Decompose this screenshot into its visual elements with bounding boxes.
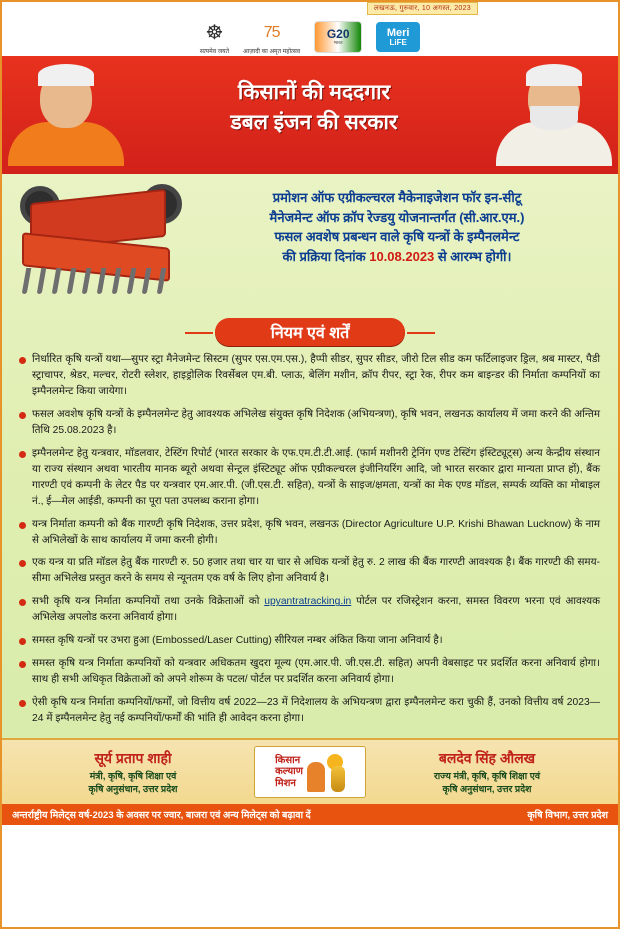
list-item: समस्त कृषि यन्त्र निर्माता कम्पनियों को यन्त्रवार अधिकतम खुदरा मूल्य (एम.आर.पी. जी.एस.टी. सहित) अपनी वेबसाइट पर प्रदर्शित करना अनिवार्य होगा। साथ ही सभी अधिकृत विक्रेताओं को अपने शोरूम के पटल/ पोर्टल पर प्रदर्शित करना अनिवार्य होगा। bbox=[16, 656, 602, 695]
minister-right-name: बलदेव सिंह औलख bbox=[438, 749, 536, 766]
bottom-strip bbox=[2, 804, 618, 825]
wheat-icon bbox=[331, 766, 345, 792]
newspaper-date-ribbon: लखनऊ, गुरुवार, 10 अगस्त, 2023 bbox=[367, 2, 478, 15]
azadi-75-icon: 75 bbox=[263, 24, 280, 42]
machine-tine bbox=[22, 268, 32, 294]
machine-tine bbox=[127, 268, 137, 294]
scheme-line-2: मैनेजमेन्ट ऑफ क्रॉप रेज्डयु योजनान्तर्गत (सी.आर.एम.) bbox=[269, 209, 525, 225]
azadi-caption: आज़ादी का अमृत महोत्सव bbox=[243, 48, 301, 55]
list-item: फसल अवशेष कृषि यन्त्रों के इम्पैनलमेन्ट हेतु आवश्यक अभिलेख संयुक्त कृषि निदेशक (अभियन्त्रण), कृषि भवन, लखनऊ कार्यालय में जमा करने की अन्तिम तिथि 25.08.2023 है। bbox=[16, 407, 602, 446]
azadi-ka-amrit-mahotsav-logo bbox=[243, 19, 300, 55]
list-item-portal: सभी कृषि यन्त्र निर्माता कम्पनियों तथा उनके विक्रेताओं को upyantratracking.in पोर्टल पर रजिस्ट्रेशन करना, समस्त विवरण भरना एवं आवश्यक अभिलेख अपलोड करना अनिवार्य होगा। bbox=[16, 594, 602, 633]
list-item: ऐसी कृषि यन्त्र निर्माता कम्पनियों/फर्मों, जो वित्तीय वर्ष 2022—23 में निदेशालय के अभियन्त्रण द्वारा इम्पैनलमेन्ट करा चुकी हैं, उनको वित्तीय वर्ष 2023—24 में इम्पैनलमेन्ट हेतु नई कम्पनियों/फर्मों की भांति ही आवेदन करना होगा। bbox=[16, 695, 602, 734]
machine-tine bbox=[82, 268, 92, 294]
pm-face bbox=[496, 68, 612, 166]
headline-banner bbox=[2, 56, 618, 174]
scheme-line-3: फसल अवशेष प्रबन्धन वाले कृषि यन्त्रों के इम्पैनलमेन्ट bbox=[274, 229, 520, 244]
farmer-icon bbox=[307, 762, 325, 792]
kisan-kalyan-line-1: किसान bbox=[275, 754, 301, 766]
kisan-kalyan-line-3: मिशन bbox=[275, 777, 296, 789]
cm-robe bbox=[8, 122, 124, 166]
headline-line-1: किसानों की मददगार bbox=[237, 81, 391, 104]
national-emblem-icon: ☸ bbox=[205, 22, 224, 45]
g20-text: G20 bbox=[326, 27, 350, 42]
minister-left-designation-1: मंत्री, कृषि, कृषि शिक्षा एवं bbox=[89, 770, 177, 781]
g20-logo bbox=[314, 21, 362, 53]
kisan-kalyan-artwork bbox=[307, 752, 345, 792]
machine-tines bbox=[24, 268, 164, 294]
portal-link[interactable]: upyantratracking.in bbox=[264, 596, 352, 608]
g20-caption: भारत bbox=[333, 39, 343, 45]
logo-row bbox=[2, 16, 618, 56]
g20-icon bbox=[314, 21, 362, 53]
life-text: LiFE bbox=[389, 37, 407, 47]
pm-head bbox=[528, 68, 580, 128]
list-item: इम्पैनलमेन्ट हेतु यन्त्रवार, मॉडलवार, टेस्टिंग रिपोर्ट (भारत सरकार के एफ.एम.टी.टी.आई. (फार्म मशीनरी ट्रेनिंग एण्ड टेस्टिंग इंस्टिट्यूट्स) अन्य केन्द्रीय संस्थान या राज्य संस्थान अथवा भारतीय मानक ब्यूरो अथवा सेन्ट्रल इंस्टिट्यूट ऑफ एग्रीकल्चरल इंजीनियरिंग आदि, जो भारत सरकार द्वारा मान्यता प्राप्त हों), बैंक गारण्टी एवं कम्पनी के लेटर पैड पर यन्त्रवार एम.आर.पी. (जी.एस.टी. सहित), यन्त्रों के साइज/क्षमता, यन्त्रों का मेक एण्ड मॉडल, सम्पर्क व्यक्ति का मोबाइल नं., ई—मेल आईडी, कम्पनी का पूरा पता उपलब्ध कराना होगा। bbox=[16, 446, 602, 517]
prime-minister-portrait bbox=[494, 56, 614, 174]
chief-minister-portrait bbox=[6, 56, 126, 174]
machine-tine bbox=[37, 268, 47, 294]
rules-heading: नियम एवं शर्तें bbox=[215, 318, 405, 346]
kisan-kalyan-mission-emblem bbox=[254, 746, 366, 798]
scheme-line-4-post: से आरम्भ होगी। bbox=[434, 248, 512, 264]
scheme-line-1: प्रमोशन ऑफ एग्रीकल्चरल मैकेनाइजेशन फॉर इन-सीटू bbox=[272, 190, 522, 205]
minister-left-designation-2: कृषि अनुसंधान, उत्तर प्रदेश bbox=[88, 783, 178, 794]
meri-life-icon bbox=[376, 22, 420, 52]
scheme-section bbox=[12, 182, 608, 314]
kisan-kalyan-text bbox=[275, 755, 303, 790]
headline-line-2: डबल इंजन की सरकार bbox=[230, 111, 398, 135]
footer-ministers bbox=[2, 738, 618, 804]
department-name: कृषि विभाग, उत्तर प्रदेश bbox=[527, 810, 608, 822]
meri-text: Meri bbox=[386, 26, 410, 39]
list-item: यन्त्र निर्माता कम्पनी को बैंक गारण्टी कृषि निदेशक, उत्तर प्रदेश, कृषि भवन, लखनऊ (Director Agriculture U.P. Krishi Bhawan Lucknow) के नाम से अभिलेखों के साथ कार्यालय में जमा करनी होगी। bbox=[16, 517, 602, 556]
main-content bbox=[2, 174, 618, 738]
cm-head bbox=[40, 68, 92, 128]
scheme-start-date: 10.08.2023 bbox=[369, 248, 435, 264]
pm-hair bbox=[526, 64, 582, 86]
national-emblem-logo bbox=[200, 19, 229, 55]
machine-tine bbox=[97, 268, 107, 294]
pm-beard bbox=[530, 106, 578, 130]
machine-tine bbox=[52, 268, 62, 294]
cm-face bbox=[8, 68, 124, 166]
list-item: एक यन्त्र या प्रति मॉडल हेतु बैंक गारण्टी रु. 50 हजार तथा चार या चार से अधिक यन्त्रों हेतु रु. 2 लाख की बैंक गारण्टी आवश्यक है। बैंक गारण्टी की समय-सीमा अभिलेख प्रस्तुत करने के समय से न्यूनतम एक वर्ष के लिए होना अनिवार्य है। bbox=[16, 555, 602, 594]
minister-right bbox=[366, 749, 608, 796]
kisan-kalyan-line-2: कल्याण bbox=[275, 766, 303, 778]
minister-left bbox=[12, 749, 254, 796]
cm-hair bbox=[38, 64, 94, 86]
machine-tine bbox=[142, 268, 152, 294]
scheme-line-4 bbox=[186, 247, 608, 267]
meri-life-logo bbox=[376, 22, 420, 52]
page-title bbox=[140, 78, 488, 139]
national-emblem-caption: सत्यमेव जयते bbox=[199, 48, 230, 55]
millets-slogan: अन्तर्राष्ट्रीय मिलेट्स वर्ष-2023 के अवसर पर ज्वार, बाजरा एवं अन्य मिलेट्स को बढ़ावा दें bbox=[12, 810, 311, 822]
top-strip bbox=[2, 2, 618, 16]
scheme-description bbox=[186, 182, 608, 266]
list-item: समस्त कृषि यन्त्रों पर उभरा हुआ (Embossed/Laser Cutting) सीरियल नम्बर अंकित किया जाना अनिवार्य है। bbox=[16, 633, 602, 656]
rules-list bbox=[12, 352, 608, 734]
minister-right-designation-2: कृषि अनुसंधान, उत्तर प्रदेश bbox=[442, 783, 532, 794]
happy-seeder-machine-illustration bbox=[12, 182, 180, 314]
list-item: निर्धारित कृषि यन्त्रों यथा—सुपर स्ट्रा मैनेजमेन्ट सिस्टम (सुपर एस.एम.एस.), हैप्पी सीडर, सुपर सीडर, जीरो टिल सीड कम फर्टिलाइजर ड्रिल, श्रब मास्टर, पैडी स्ट्राचापर, श्रेडर, मल्चर, रोटरी स्लेशर, हाइड्रोलिक रिवर्सेबल एम.बी. प्लाऊ, बेलिंग मशीन, क्रॉप रीपर, स्ट्रा रेक, रीपर कम बाइन्डर की निर्माता कम्पनियों का इम्पैनलमेन्ट किया जायेगा। bbox=[16, 352, 602, 407]
machine-tine bbox=[67, 268, 77, 294]
minister-right-designation-1: राज्य मंत्री, कृषि, कृषि शिक्षा एवं bbox=[433, 770, 541, 781]
minister-left-name: सूर्य प्रताप शाही bbox=[94, 749, 172, 766]
scheme-line-4-pre: की प्रक्रिया दिनांक bbox=[282, 248, 370, 264]
machine-tine bbox=[112, 268, 122, 294]
